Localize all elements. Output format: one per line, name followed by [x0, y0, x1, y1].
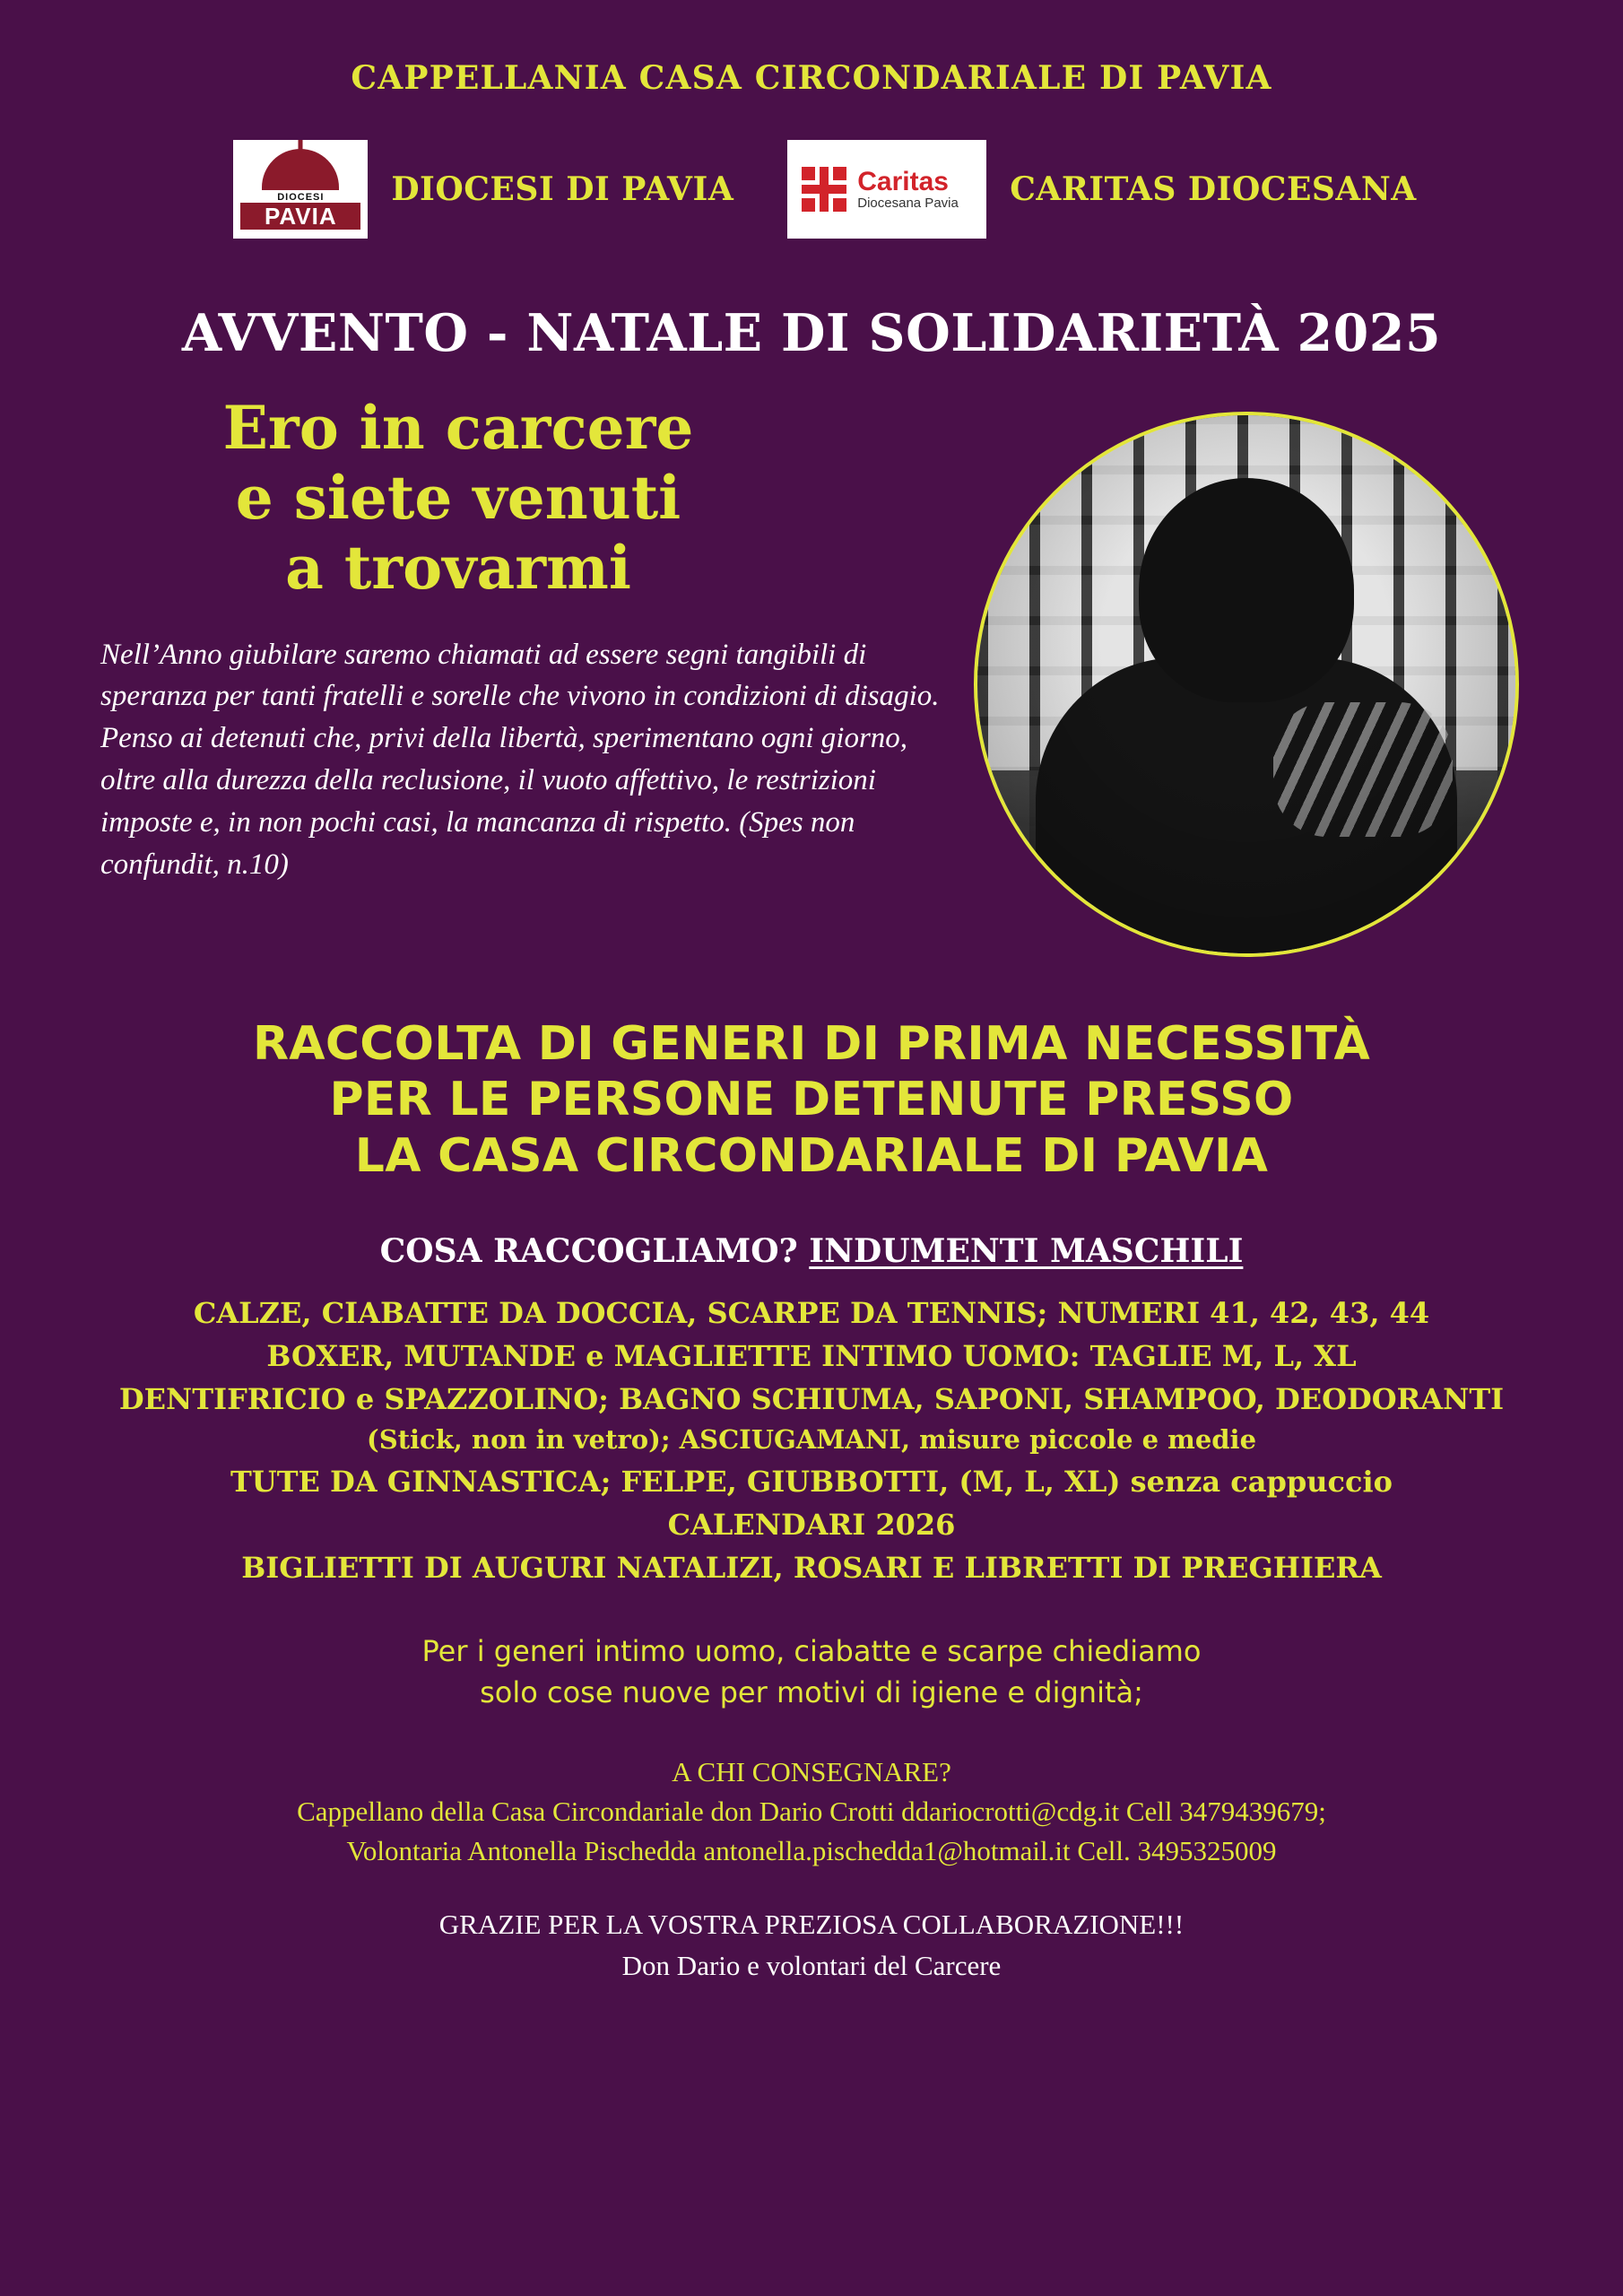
what-we-collect-line — [0, 1232, 1623, 1270]
verse-line-3: a trovarmi — [285, 532, 631, 603]
hygiene-note — [0, 1631, 1623, 1714]
logos-row — [0, 140, 1623, 239]
thanks-line-1: GRAZIE PER LA VOSTRA PREZIOSA COLLABORAZIONE!!! — [438, 1908, 1185, 1940]
what-we-collect-question: COSA RACCOGLIAMO? — [379, 1232, 810, 1271]
list-item: (Stick, non in vetro); ASCIUGAMANI, misure piccole e medie — [366, 1424, 1257, 1456]
page-title: AVVENTO - NATALE DI SOLIDARIETÀ 2025 — [181, 303, 1442, 363]
contacts-block — [0, 1752, 1623, 1871]
verse-line-1: Ero in carcere — [222, 393, 694, 463]
caritas-logo-sub: Diocesana Pavia — [857, 195, 959, 211]
photo-vignette — [977, 415, 1515, 953]
hygiene-note-line-2: solo cose nuove per motivi di igiene e dignità; — [480, 1675, 1143, 1710]
quote-and-photo — [0, 394, 1623, 957]
items-list — [0, 1292, 1623, 1589]
collection-heading — [0, 1016, 1623, 1184]
prison-photo — [974, 412, 1519, 957]
diocesi-label: DIOCESI DI PAVIA — [391, 170, 734, 208]
quote-paragraph: Nell’Anno giubilare saremo chiamati ad essere segni tangibili di speranza per tanti fratelli e sorelle che vivono in condizioni di disagio. Penso ai detenuti che, privi della libertà, sperimentano ogni giorno, oltre alla durezza della reclusione, il vuoto affettivo, le restrizioni imposte e, in non pochi casi, la mancanza di rispetto. (Spes non confundit, n.10) — [100, 638, 940, 881]
list-item: BOXER, MUTANDE e MAGLIETTE INTIMO UOMO: TAGLIE M, L, XL — [266, 1339, 1357, 1374]
caritas-cross-icon — [800, 165, 848, 213]
list-item: CALZE, CIABATTE DA DOCCIA, SCARPE DA TENNIS; NUMERI 41, 42, 43, 44 — [193, 1296, 1430, 1331]
photo-container — [974, 412, 1519, 957]
list-item: BIGLIETTI DI AUGURI NATALIZI, ROSARI E LIBRETTI DI PREGHIERA — [241, 1550, 1382, 1585]
diocesi-logo-line2: PAVIA — [240, 203, 360, 230]
collection-heading-line-1: RACCOLTA DI GENERI DI PRIMA NECESSITÀ — [252, 1017, 1371, 1071]
hygiene-note-line-1: Per i generi intimo uomo, ciabatte e scarpe chiediamo — [421, 1633, 1202, 1668]
caritas-label: CARITAS DIOCESANA — [1010, 170, 1417, 208]
list-item: TUTE DA GINNASTICA; FELPE, GIUBBOTTI, (M, L, XL) senza cappuccio — [230, 1464, 1393, 1499]
cathedral-dome-icon — [262, 149, 339, 190]
organization-title: CAPPELLANIA CASA CIRCONDARIALE DI PAVIA — [351, 59, 1272, 97]
diocesi-logo — [233, 140, 368, 239]
contact-volunteer[interactable]: Volontaria Antonella Pischedda antonella.pischedda1@hotmail.it Cell. 3495325009 — [346, 1835, 1277, 1867]
what-we-collect-highlight: INDUMENTI MASCHILI — [809, 1232, 1244, 1271]
list-item: DENTIFRICIO e SPAZZOLINO; BAGNO SCHIUMA, SAPONI, SHAMPOO, DEODORANTI — [118, 1382, 1505, 1417]
caritas-logo — [787, 140, 986, 239]
contacts-question: A CHI CONSEGNARE? — [672, 1756, 951, 1788]
diocesi-logo-line1: DIOCESI — [277, 192, 325, 203]
contact-chaplain[interactable]: Cappellano della Casa Circondariale don Dario Crotti ddariocrotti@cdg.it Cell 3479439679; — [297, 1796, 1326, 1828]
diocesi-logo-graphic — [233, 140, 368, 239]
caritas-logo-name: Caritas — [857, 167, 949, 197]
verse-block — [86, 394, 965, 604]
quote-column — [86, 394, 965, 957]
thanks-signature: Don Dario e volontari del Carcere — [621, 1950, 1002, 1981]
collection-heading-line-2: PER LE PERSONE DETENUTE PRESSO — [329, 1073, 1294, 1127]
verse-line-2: e siete venuti — [235, 462, 681, 533]
list-item: CALENDARI 2026 — [667, 1507, 956, 1542]
thanks-block — [0, 1904, 1623, 1987]
collection-heading-line-3: LA CASA CIRCONDARIALE DI PAVIA — [354, 1128, 1269, 1183]
